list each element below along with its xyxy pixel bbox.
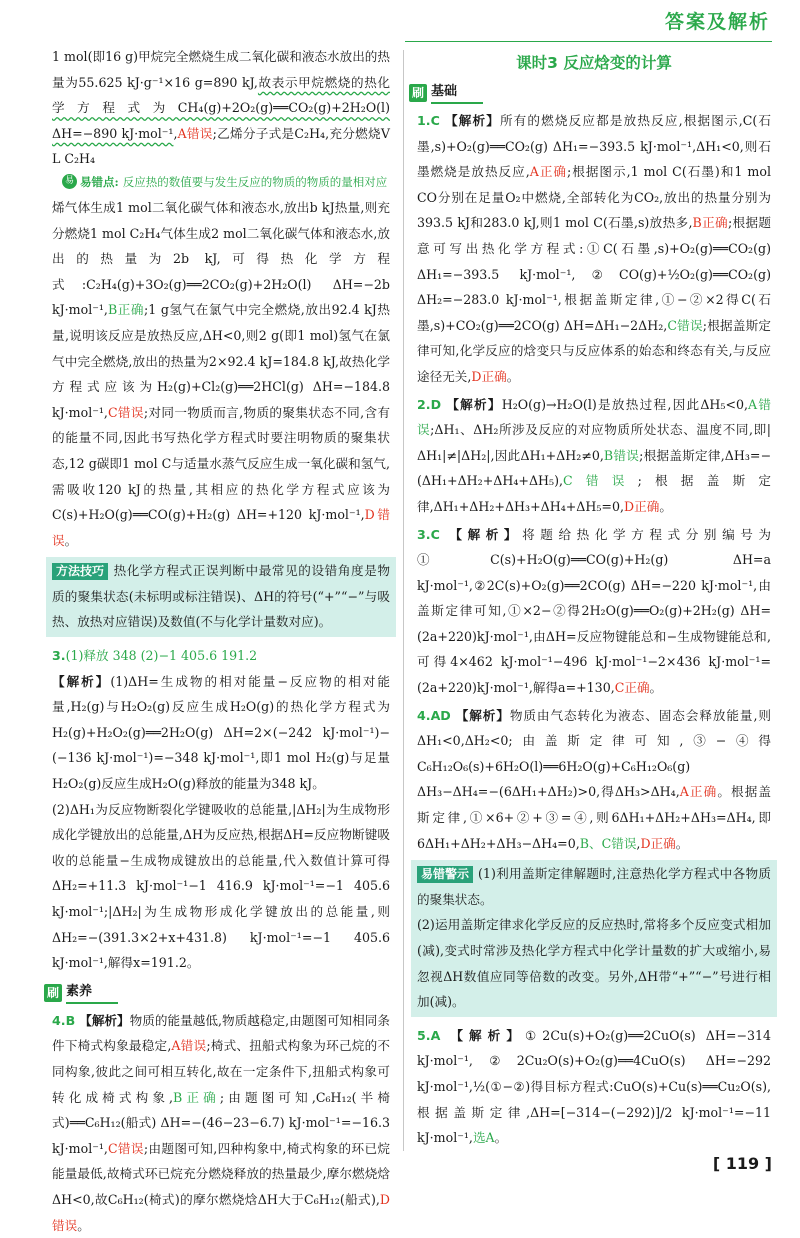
header-rule	[405, 41, 772, 42]
q3-answer: (1)释放 348 (2)−1 405.6 191.2	[65, 648, 258, 664]
question-1: 1.C 【解析】所有的燃烧反应都是放热反应,根据图示,C(石墨,s)+O₂(g)══CO₂(g) ΔH₁=−393.5 kJ·mol⁻¹,ΔH₁<0,则石墨燃烧是放热反应,A正确;根据图示,1 mol C(石墨)和1 mol CO分别在足量O₂中燃烧,全部转化为CO₂,放出的热量分别为393.5 kJ和283.0 kJ,则1 mol C(石墨,s)放热多,B正确;根据题意可写出热化学方程式:①C(石墨,s)+O₂(g)══CO₂(g) ΔH₁=−393.5 kJ·mol⁻¹,②CO(g)+½O₂(g)══CO₂(g) ΔH₂=−283.0 kJ·mol⁻¹,根据盖斯定律,①−②×2得C(石墨,s)+CO₂(g)══2CO(g) ΔH=ΔH₁−2ΔH₂,C错误;根据盖斯定律可知,化学反应的焓变只与反应体系的始态和终态有关,与反应途径无关,D正确。	[417, 113, 771, 384]
brush-icon: 刷	[44, 984, 62, 1002]
verdict-d: D错误	[52, 507, 390, 548]
question-5: 5.A 【解析】①2Cu(s)+O₂(g)══2CuO(s) ΔH=−314 kJ·mol⁻¹,②2Cu₂O(s)+O₂(g)══4CuO(s) ΔH=−292 kJ·mol⁻¹,½(①−②)得目标方程式:CuO(s)+Cu(s)══Cu₂O(s),根据盖斯定律,ΔH=[−314−(−292)]/2 kJ·mol⁻¹=−11 kJ·mol⁻¹,选A。	[417, 1027, 771, 1146]
error-warning-box: 易错警示 (1)利用盖斯定律解题时,注意热化学方程式中各物质的聚集状态。 (2)运用盖斯定律求化学反应的反应热时,常将多个反应变式相加(减),变式时常涉及热化学方程式中化学计量数的扩大或缩小,易忽视ΔH数值应同等倍数的改变。另外,ΔH带“+”“−”号进行相加(减)。	[411, 860, 777, 1017]
brush-icon: 刷	[409, 84, 427, 102]
intro-paragraph: 1 mol(即16 g)甲烷完全燃烧生成二氧化碳和液态水放出的热量为55.625 kJ·g⁻¹×16 g=890 kJ,故表示甲烷燃烧的热化学方程式为CH₄(g)+2O₂(g)══CO₂(g)+2H₂O(l) ΔH=−890 kJ·mol⁻¹,A错误;乙烯分子式是C₂H₄,充分燃烧V L C₂H₄	[52, 49, 390, 167]
question-3-left: 3.(1)释放 348 (2)−1 405.6 191.2 【解析】(1)ΔH=生成物的相对能量−反应物的相对能量,H₂(g)与H₂O₂(g)反应生成H₂O(g)的热化学方程式为H₂(g)+H₂O₂(g)══2H₂O(g) ΔH=2×(−242 kJ·mol⁻¹)−(−136 kJ·mol⁻¹)=−348 kJ·mol⁻¹,即1 mol H₂(g)与足量H₂O₂(g)反应生成H₂O(g)释放的能量为348 kJ。 (2)ΔH₁为反应物断裂化学键吸收的总能量,|ΔH₂|为生成物形成化学键放出的总能量,ΔH为反应热,根据ΔH=反应物断键吸收的总能量−生成物成键放出的总能量,代入数值计算可得ΔH₂=+11.3 kJ·mol⁻¹−1 416.9 kJ·mol⁻¹=−1 405.6 kJ·mol⁻¹;|ΔH₂|为生成物形成化学键放出的总能量,则ΔH₂=−(391.3×2+x+431.8) kJ·mol⁻¹=−1 405.6 kJ·mol⁻¹,解得x=191.2。	[52, 648, 390, 971]
left-column	[46, 44, 390, 1238]
methane-equation-highlight: 故表示甲烷燃烧的热化学方程式为CH₄(g)+2O₂(g)══CO₂(g)+2H₂O(l) ΔH=−890 kJ·mol⁻¹	[52, 74, 390, 141]
warning-icon: 易	[62, 174, 77, 189]
question-2: 2.D 【解析】H₂O(g)→H₂O(l)是放热过程,因此ΔH₅<0,A错误;ΔH₁、ΔH₂所涉及反应的对应物质所处状态、温度不同,即|ΔH₁|≠|ΔH₂|,因此ΔH₁+ΔH₂≠0,B错误;根据盖斯定律,ΔH₃=−(ΔH₁+ΔH₂+ΔH₄+ΔH₅),C错误;根据盖斯定律,ΔH₁+ΔH₂+ΔH₃+ΔH₄+ΔH₅=0,D正确。	[417, 396, 772, 514]
error-warning-label: 易错警示	[417, 866, 473, 883]
method-tip-label: 方法技巧	[52, 563, 108, 580]
column-divider	[403, 50, 404, 1151]
section-literacy: 刷 素养	[44, 980, 390, 1006]
error-tip: 易 易错点: 反应热的数值要与发生反应的物质的物质的量相对应	[62, 174, 390, 191]
intro-paragraph-2: 烯气体生成1 mol二氧化碳气体和液态水,放出b kJ热量,则充分燃烧1 mol C₂H₄气体生成2 mol二氧化碳气体和液态水,放出的热量为2b kJ,可得热化学方程式:C₂H₄(g)+3O₂(g)══2CO₂(g)+2H₂O(l) ΔH=−2b kJ·mol⁻¹,B正确;1 g氢气在氯气中完全燃烧,放出92.4 kJ热量,说明该反应是放热反应,ΔH<0,则2 g(即1 mol)氢气在氯气中完全燃烧,放出的热量为2×92.4 kJ=184.8 kJ,故热化学方程式应该为H₂(g)+Cl₂(g)══2HCl(g) ΔH=−184.8 kJ·mol⁻¹,C错误;对同一物质而言,物质的聚集状态不同,含有的能量不同,因此书写热化学方程式时要注明物质的聚集状态,12 g碳即1 mol C与适量水蒸气反应生成一氧化碳和氢气,需吸收120 kJ的热量,其相应的热化学方程式应该为C(s)+H₂O(g)══CO(g)+H₂(g) ΔH=+120 kJ·mol⁻¹,D错误。	[52, 199, 390, 548]
verdict-b: B正确	[107, 302, 145, 318]
verdict-a: A错误	[177, 125, 213, 141]
section-basics: 刷 基础	[409, 80, 771, 106]
question-4-left: 4.B 【解析】物质的能量越低,物质越稳定,由题图可知相同条件下椅式构象最稳定,A错误;椅式、扭船式构象为环己烷的不同构象,彼此之间可相互转化,故在一定条件下,扭船式构象可转化成椅式构象,B正确;由题图可知,C₆H₁₂(半椅式)══C₆H₁₂(船式) ΔH=−(46−23−6.7) kJ·mol⁻¹=−16.3 kJ·mol⁻¹,C错误;由题图可知,四种构象中,椅式构象的环已烷能量最低,故椅式环已烷充分燃烧释放的热量最少,摩尔燃烧焓ΔH<0,故C₆H₁₂(椅式)的摩尔燃烧焓ΔH大于C₆H₁₂(船式),D错误。	[52, 1012, 390, 1233]
right-column	[411, 44, 772, 1151]
method-tip-box: 方法技巧 热化学方程式正误判断中最常见的设错角度是物质的聚集状态(未标明或标注错误)、ΔH的符号(“+”“−”与吸热、放热对应错误)及数值(不与化学计量数对应)。	[46, 557, 396, 637]
verdict-c: C错误	[107, 404, 144, 420]
lesson-title: 课时3 反应焓变的计算	[516, 54, 672, 72]
question-4: 4.AD 【解析】物质由气态转化为液态、固态会释放能量,则ΔH₁<0,ΔH₂<0;由盖斯定律可知,③−④得C₆H₁₂O₆(s)+6H₂O(l)══6H₂O(g)+C₆H₁₂O₆(g) ΔH₃−ΔH₄=−(6ΔH₁+ΔH₂)>0,得ΔH₃>ΔH₄,A正确。根据盖斯定律,①×6+②+③=④,则6ΔH₁+ΔH₂+ΔH₃=ΔH₄,即6ΔH₁+ΔH₂+ΔH₃−ΔH₄=0,B、C错误,D正确。	[417, 707, 772, 851]
answer-section-title: 答案及解析	[664, 11, 770, 33]
page-number: [ 119 ]	[712, 1154, 772, 1174]
question-3: 3.C 【解析】将题给热化学方程式分别编号为①C(s)+H₂O(g)══CO(g)+H₂(g) ΔH=a kJ·mol⁻¹,②2C(s)+O₂(g)══2CO(g) ΔH=−220 kJ·mol⁻¹,由盖斯定律可知,①×2−②得2H₂O(g)══O₂(g)+2H₂(g) ΔH=(2a+220)kJ·mol⁻¹,由ΔH=反应物键能总和−生成物键能总和,可得4×462 kJ·mol⁻¹−496 kJ·mol⁻¹−2×436 kJ·mol⁻¹=(2a+220)kJ·mol⁻¹,解得a=+130,C正确。	[417, 526, 772, 696]
